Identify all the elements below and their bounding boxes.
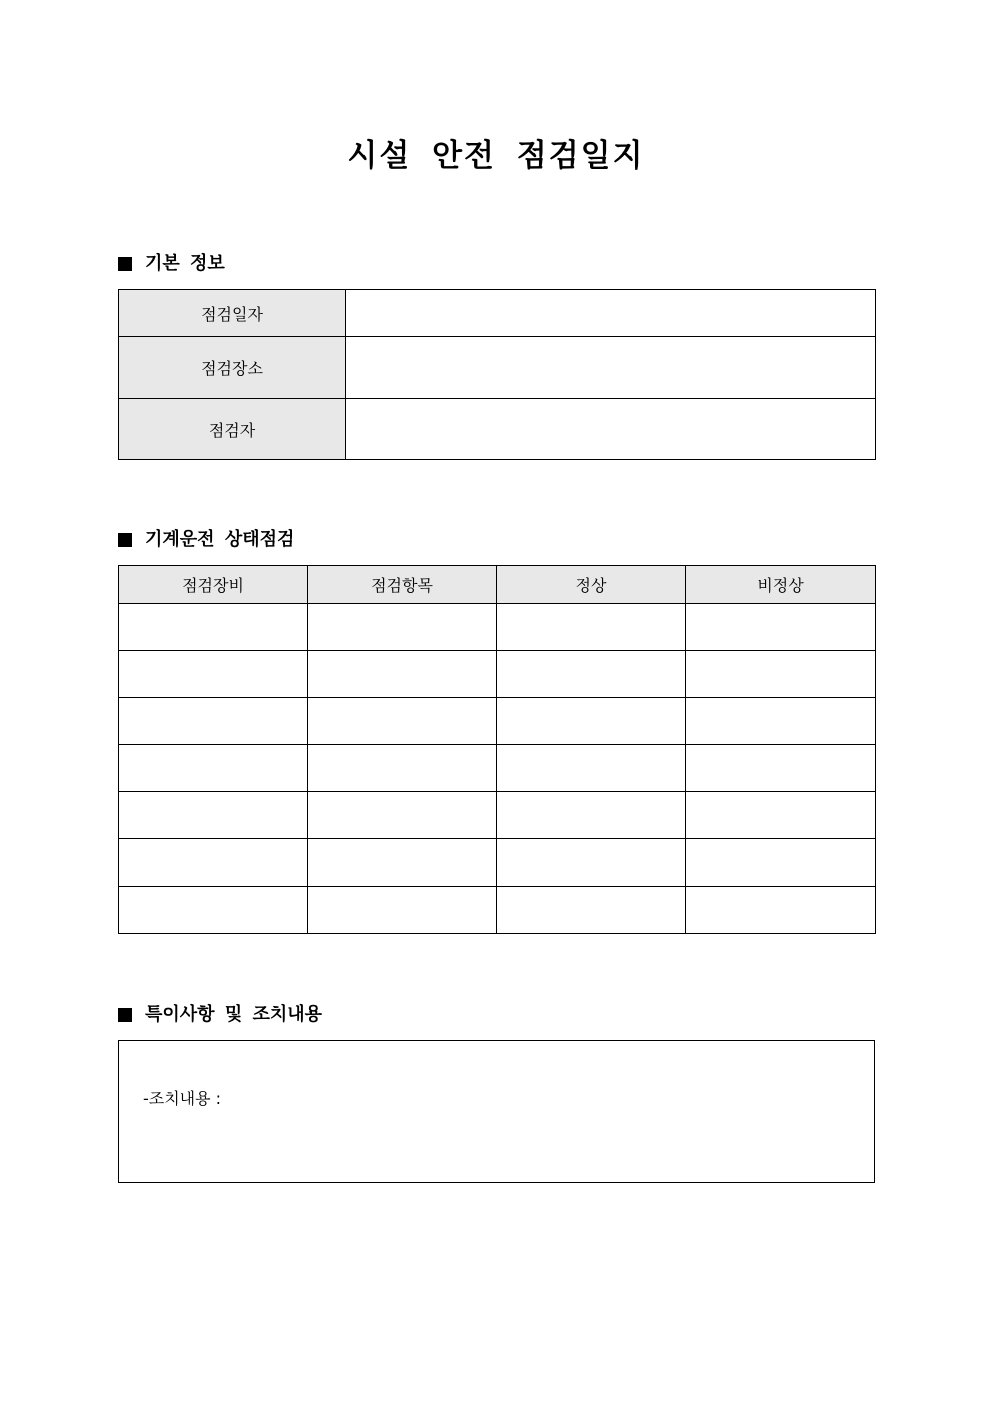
table-cell[interactable] xyxy=(686,887,876,934)
table-cell[interactable] xyxy=(308,887,497,934)
table-cell[interactable] xyxy=(686,792,876,839)
table-cell[interactable] xyxy=(686,745,876,792)
table-row xyxy=(119,792,876,839)
table-row xyxy=(119,887,876,934)
machine-check-table xyxy=(118,565,876,934)
table-row xyxy=(119,745,876,792)
table-cell[interactable] xyxy=(119,698,308,745)
section-heading-machine-check xyxy=(118,527,294,553)
section-heading-notes xyxy=(118,1002,322,1028)
field-value-inspection-place[interactable] xyxy=(346,337,876,399)
section-heading-basic-info xyxy=(118,251,225,277)
field-value-inspector[interactable] xyxy=(346,399,876,460)
table-cell[interactable] xyxy=(119,887,308,934)
table-cell[interactable] xyxy=(497,604,686,651)
section-heading-label: 기계운전 상태점검 xyxy=(145,529,295,550)
action-taken-line: -조치내용 : xyxy=(143,1089,222,1108)
column-header-normal: 정상 xyxy=(497,566,686,604)
square-bullet-icon xyxy=(118,257,132,271)
table-cell[interactable] xyxy=(119,839,308,887)
field-label-inspection-date: 점검일자 xyxy=(119,290,346,337)
table-cell[interactable] xyxy=(119,792,308,839)
square-bullet-icon xyxy=(118,1008,132,1022)
table-cell[interactable] xyxy=(497,839,686,887)
table-row xyxy=(119,399,876,460)
table-cell[interactable] xyxy=(308,839,497,887)
table-cell[interactable] xyxy=(119,745,308,792)
field-value-inspection-date[interactable] xyxy=(346,290,876,337)
table-cell[interactable] xyxy=(308,698,497,745)
basic-info-table xyxy=(118,289,876,460)
table-cell[interactable] xyxy=(497,745,686,792)
table-cell[interactable] xyxy=(308,651,497,698)
square-bullet-icon xyxy=(118,533,132,547)
document-title: 시설 안전 점검일지 xyxy=(347,138,645,174)
notes-box[interactable] xyxy=(118,1040,875,1183)
table-cell[interactable] xyxy=(497,698,686,745)
column-header-check-item: 점검항목 xyxy=(308,566,497,604)
field-label-inspector: 점검자 xyxy=(119,399,346,460)
table-cell[interactable] xyxy=(686,698,876,745)
table-row xyxy=(119,337,876,399)
section-heading-label: 특이사항 및 조치내용 xyxy=(145,1004,323,1025)
table-header-row xyxy=(119,566,876,604)
table-row xyxy=(119,839,876,887)
table-cell[interactable] xyxy=(686,839,876,887)
table-cell[interactable] xyxy=(497,792,686,839)
table-cell[interactable] xyxy=(497,887,686,934)
table-row xyxy=(119,604,876,651)
table-row xyxy=(119,698,876,745)
table-cell[interactable] xyxy=(497,651,686,698)
table-cell[interactable] xyxy=(308,745,497,792)
table-cell[interactable] xyxy=(686,604,876,651)
table-cell[interactable] xyxy=(119,651,308,698)
table-cell[interactable] xyxy=(308,604,497,651)
table-row xyxy=(119,651,876,698)
column-header-abnormal: 비정상 xyxy=(686,566,876,604)
field-label-inspection-place: 점검장소 xyxy=(119,337,346,399)
section-heading-label: 기본 정보 xyxy=(145,253,225,274)
table-cell[interactable] xyxy=(308,792,497,839)
column-header-equipment: 점검장비 xyxy=(119,566,308,604)
table-cell[interactable] xyxy=(119,604,308,651)
table-cell[interactable] xyxy=(686,651,876,698)
table-row xyxy=(119,290,876,337)
